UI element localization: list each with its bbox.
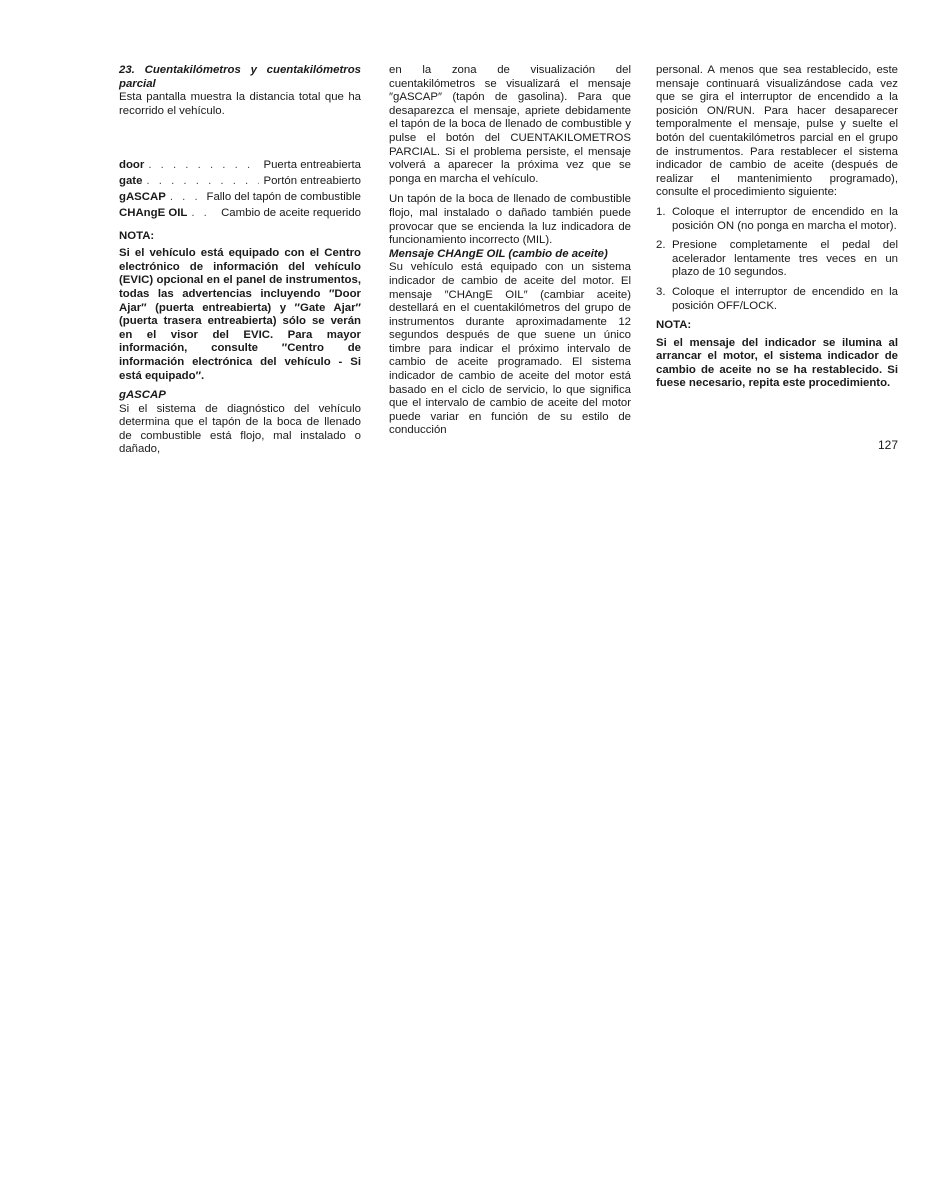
message-desc: Puerta entreabierta: [263, 159, 361, 172]
step-text: Coloque el interruptor de encendido en la posición ON (no ponga en marcha el motor).: [672, 205, 898, 232]
step-number: 3.: [656, 285, 666, 298]
list-item: [656, 239, 898, 280]
dot-leader: [191, 206, 217, 222]
column-1: [119, 64, 361, 457]
loose-cap-paragraph: Un tapón de la boca de llenado de combustible flojo, mal instalado o dañado también puede provocar que se encienda la luz indicadora de funcionamiento incorrecto (MIL).: [389, 193, 631, 247]
gascap-continued: en la zona de visualización del cuentakilómetros se visualizará el mensaje ″gASCAP″ (tapón de gasolina). Para que desaparezca el mensaje, apriete debidamente el tapón de la boca de llenado de combustible y pulse el botón del CUENTAKILOMETROS PARCIAL. Si el problema persiste, el mensaje volverá a aparecer la próxima vez que se ponga en marcha el vehículo.: [389, 64, 631, 185]
list-item: [656, 206, 898, 233]
odometer-intro: Esta pantalla muestra la distancia total que ha recorrido el vehículo.: [119, 91, 361, 117]
note-text: Si el vehículo está equipado con el Centro electrónico de información del vehículo (EVIC) opcional en el panel de instrumentos, todas las advertencias incluyendo ″Door Ajar″ (puerta entreabierta) y ″Gate Ajar″ (puerta trasera entreabierta) sólo se verán en el visor del EVIC. Para mayor información, consulte ″Centro de información electrónica del vehículo - Si está equipado″.: [119, 247, 361, 382]
message-desc: Cambio de aceite requerido: [221, 206, 361, 219]
step-text: Coloque el interruptor de encendido en la posición OFF/LOCK.: [672, 285, 898, 312]
page-number: 127: [877, 438, 898, 452]
message-desc: Fallo del tapón de combustible: [206, 190, 361, 203]
gascap-text: Si el sistema de diagnóstico del vehículo determina que el tapón de la boca de llenado de combustible está flojo, mal instalado o dañado,: [119, 402, 361, 456]
note-label: NOTA:: [656, 319, 692, 332]
message-term: CHAngE OIL: [119, 206, 188, 219]
dot-leader: [146, 174, 259, 190]
message-term: door: [119, 159, 145, 172]
message-item-change-oil: [119, 206, 361, 222]
change-oil-paragraph: Su vehículo está equipado con un sistema indicador de cambio de aceite del motor. El mensaje ″CHAngE OIL″ (cambiar aceite) destellará en el cuentakilómetros del grupo de instrumentos durante aproximadamente 12 segundos después de que suene un único timbre para indicar el próximo intervalo de cambio de aceite programado. El sistema indicador de cambio de aceite del motor está basado en el ciclo de servicio, lo que significa que el intervalo de cambio de aceite del motor puede variar en función de su estilo de conducción: [389, 261, 631, 437]
change-oil-continued: personal. A menos que sea restablecido, este mensaje continuará visualizándose cada vez que se gira el interruptor de encendido a la posición ON/RUN. Para hacer desaparecer temporalmente el mensaje, pulse y suelte el botón del cuentakilómetros parcial en el grupo de instrumentos. Para restablecer el sistema indicador de cambio de aceite (después de realizar el mantenimiento programado), consulte el procedimiento siguiente:: [656, 64, 898, 199]
message-item-gate: [119, 174, 361, 190]
reset-steps: [656, 206, 898, 313]
section-heading-odometer: 23. Cuentakilómetros y cuentakilómetros parcial: [119, 64, 361, 90]
note-text: Si el mensaje del indicador se ilumina al arrancar el motor, el sistema indicador de cambio de aceite no se ha restablecido. Si fuese necesario, repita este procedimiento.: [656, 336, 898, 390]
dot-leader: [170, 190, 203, 206]
message-term: gASCAP: [119, 190, 166, 203]
message-item-gascap: [119, 190, 361, 206]
message-item-door: [119, 158, 361, 174]
change-oil-heading: Mensaje CHAngE OIL (cambio de aceite): [389, 247, 608, 260]
message-desc: Portón entreabierto: [263, 175, 361, 188]
step-number: 2.: [656, 239, 666, 252]
column-3: [656, 64, 898, 391]
list-item: [656, 286, 898, 313]
dot-leader: [148, 158, 259, 174]
gascap-heading: gASCAP: [119, 389, 166, 402]
note-label: NOTA:: [119, 229, 155, 242]
message-list: [119, 158, 361, 221]
column-2: [389, 64, 631, 438]
step-text: Presione completamente el pedal del acelerador lentamente tres veces en un plazo de 10 segundos.: [672, 239, 898, 279]
spacer: [119, 118, 361, 158]
step-number: 1.: [656, 205, 666, 218]
message-term: gate: [119, 175, 143, 188]
